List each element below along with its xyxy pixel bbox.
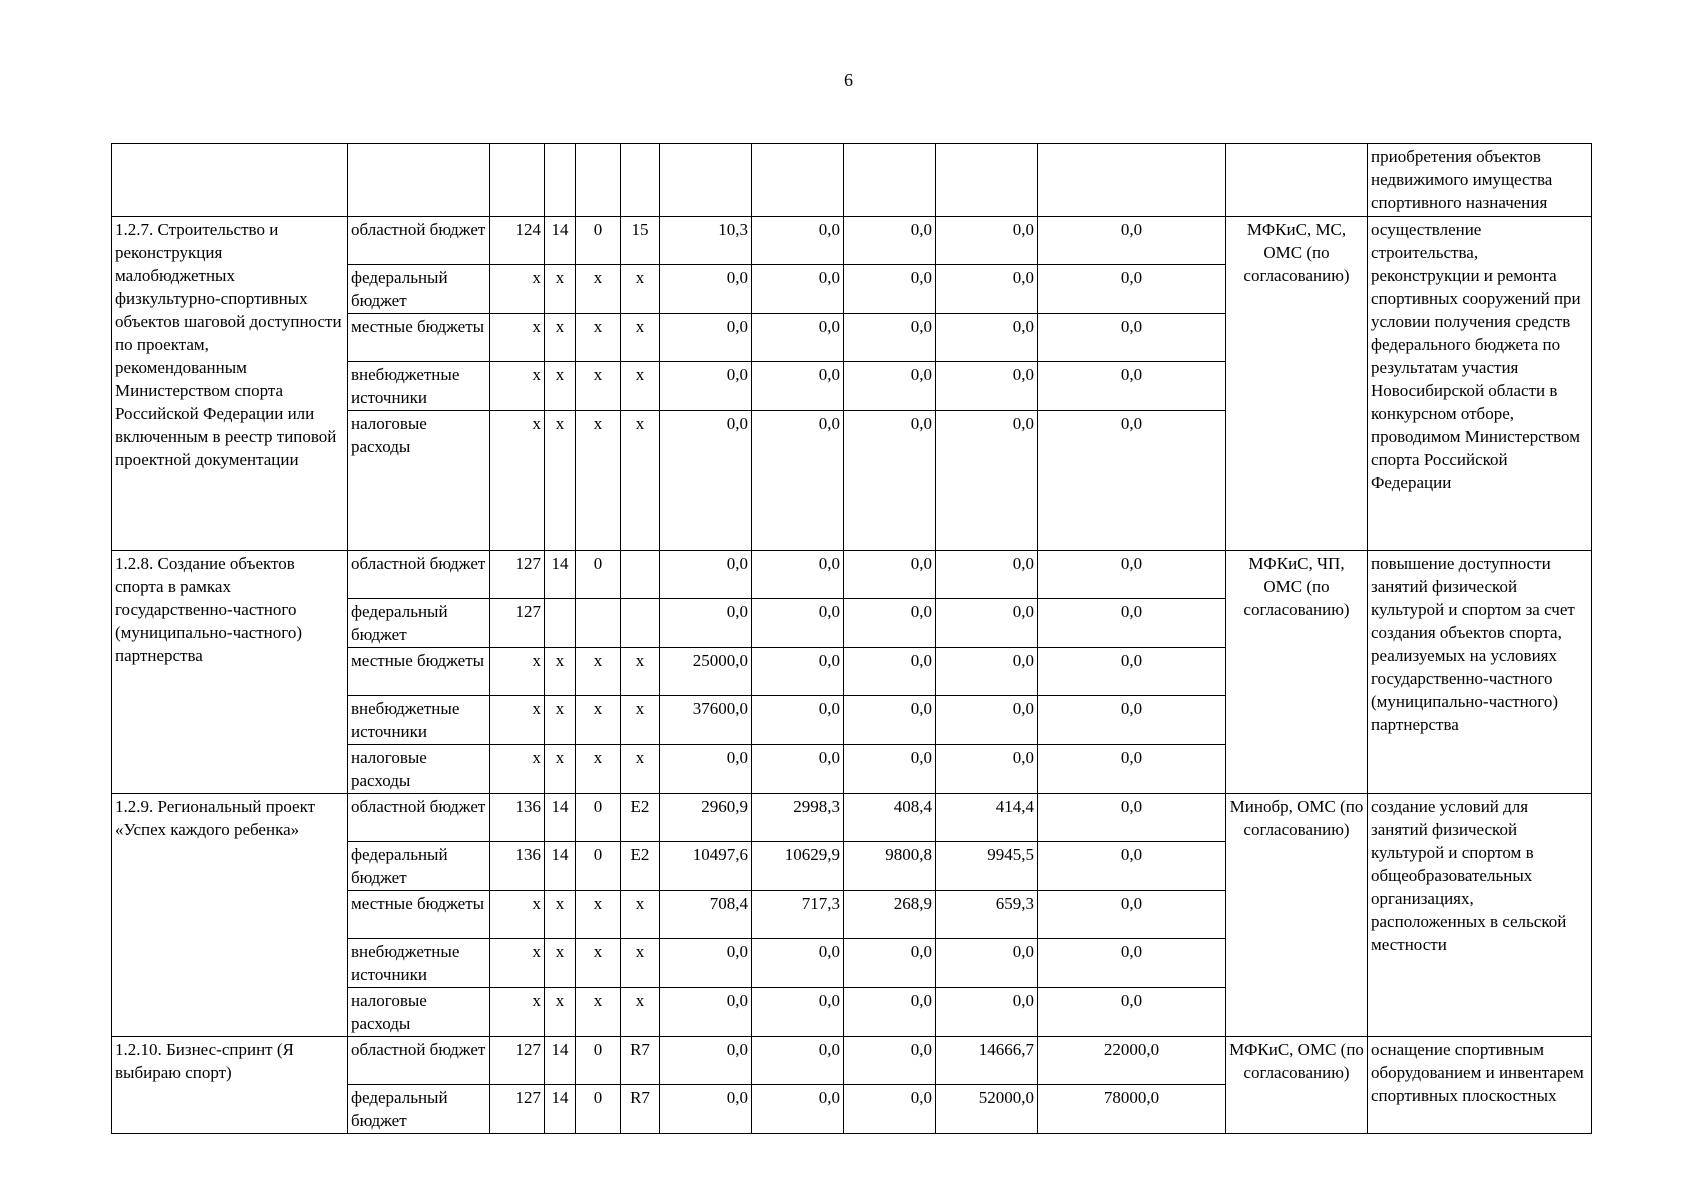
code-cell-c4: x: [621, 648, 660, 696]
value-cell-v1: 0,0: [660, 314, 752, 362]
value-cell-v5: 0,0: [1038, 988, 1226, 1037]
value-cell-v5: 78000,0: [1038, 1085, 1226, 1134]
value-cell-v5: 0,0: [1038, 794, 1226, 842]
value-cell-v1: 0,0: [660, 939, 752, 988]
code-cell-c3: x: [576, 362, 621, 411]
value-cell-v4: 414,4: [936, 794, 1038, 842]
code-cell-c2: x: [545, 939, 576, 988]
code-cell-c3: 0: [576, 1037, 621, 1085]
code-cell-c1: x: [490, 696, 545, 745]
code-cell-c4: E2: [621, 794, 660, 842]
funding-source: федеральный бюджет: [348, 599, 490, 648]
expected-result-cell: оснащение спортивным оборудованием и инвентарем спортивных плоскостных: [1368, 1037, 1592, 1134]
value-cell-v4: 0,0: [936, 599, 1038, 648]
value-cell-v3: 0,0: [844, 411, 936, 551]
value-cell-v5: 0,0: [1038, 648, 1226, 696]
value-cell-v3: 0,0: [844, 939, 936, 988]
code-cell-c2: x: [545, 696, 576, 745]
value-cell-v3: 9800,8: [844, 842, 936, 891]
code-cell-c1: 127: [490, 1085, 545, 1134]
funding-row: [112, 1037, 1592, 1085]
value-cell-v3: 268,9: [844, 891, 936, 939]
value-cell-v4: 0,0: [936, 551, 1038, 599]
value-cell-v3: 0,0: [844, 745, 936, 794]
value-cell-v5: 0,0: [1038, 696, 1226, 745]
value-cell-v3: 0,0: [844, 988, 936, 1037]
code-cell-c1: 136: [490, 842, 545, 891]
code-cell-c2: [545, 599, 576, 648]
value-cell-v4: 0,0: [936, 314, 1038, 362]
code-cell-c3: 0: [576, 217, 621, 265]
value-cell-v1: 0,0: [660, 599, 752, 648]
funding-source: федеральный бюджет: [348, 842, 490, 891]
executor-cell: МФКиС, ОМС (по согласованию): [1226, 1037, 1368, 1134]
code-cell-c4: x: [621, 362, 660, 411]
value-cell-v2: 0,0: [752, 1037, 844, 1085]
code-cell-c4: R7: [621, 1037, 660, 1085]
code-cell-c1: x: [490, 314, 545, 362]
funding-source: областной бюджет: [348, 217, 490, 265]
code-cell-c4: x: [621, 988, 660, 1037]
value-cell-v4: 0,0: [936, 265, 1038, 314]
funding-source: федеральный бюджет: [348, 1085, 490, 1134]
code-cell-c2: x: [545, 362, 576, 411]
value-cell-v1: 37600,0: [660, 696, 752, 745]
continued-result-cell: приобретения объектов недвижимого имущества спортивного назначения: [1368, 144, 1592, 217]
code-cell-c3: x: [576, 314, 621, 362]
code-cell-c1: x: [490, 648, 545, 696]
value-cell-v2: 0,0: [752, 696, 844, 745]
value-cell-v1: 25000,0: [660, 648, 752, 696]
funding-source: областной бюджет: [348, 551, 490, 599]
value-cell-v2: 2998,3: [752, 794, 844, 842]
code-cell-c2: x: [545, 265, 576, 314]
code-cell-c1: 127: [490, 551, 545, 599]
code-cell-c4: 15: [621, 217, 660, 265]
value-cell-v3: 0,0: [844, 648, 936, 696]
value-cell-v4: 9945,5: [936, 842, 1038, 891]
code-cell-c3: 0: [576, 794, 621, 842]
code-cell-c1: 136: [490, 794, 545, 842]
code-cell-c3: 0: [576, 551, 621, 599]
empty-cell: [660, 144, 752, 217]
code-cell-c3: x: [576, 648, 621, 696]
activity-name: 1.2.7. Строительство и реконструкция малобюджетных физкультурно-спортивных объектов шаговой доступности по проектам, рекомендованным Министерством спорта Российской Федерации или включенным в реестр типовой проектной документации: [112, 217, 348, 551]
value-cell-v2: 0,0: [752, 745, 844, 794]
code-cell-c4: R7: [621, 1085, 660, 1134]
value-cell-v2: 0,0: [752, 551, 844, 599]
empty-cell: [576, 144, 621, 217]
code-cell-c1: 127: [490, 599, 545, 648]
funding-source: местные бюджеты: [348, 891, 490, 939]
program-activities-table: [111, 143, 1592, 1134]
value-cell-v3: 408,4: [844, 794, 936, 842]
value-cell-v4: 659,3: [936, 891, 1038, 939]
executor-cell: МФКиС, МС, ОМС (по согласованию): [1226, 217, 1368, 551]
code-cell-c3: x: [576, 265, 621, 314]
code-cell-c1: x: [490, 362, 545, 411]
code-cell-c4: [621, 599, 660, 648]
activity-name: 1.2.8. Создание объектов спорта в рамках государственно-частного (муниципально-частного) партнерства: [112, 551, 348, 794]
code-cell-c3: x: [576, 745, 621, 794]
value-cell-v3: 0,0: [844, 1037, 936, 1085]
funding-row: [112, 794, 1592, 842]
value-cell-v2: 0,0: [752, 648, 844, 696]
value-cell-v5: 0,0: [1038, 891, 1226, 939]
value-cell-v5: 0,0: [1038, 314, 1226, 362]
empty-cell: [490, 144, 545, 217]
code-cell-c4: E2: [621, 842, 660, 891]
code-cell-c2: 14: [545, 1085, 576, 1134]
code-cell-c3: x: [576, 988, 621, 1037]
value-cell-v1: 0,0: [660, 362, 752, 411]
executor-cell: МФКиС, ЧП, ОМС (по согласованию): [1226, 551, 1368, 794]
value-cell-v4: 0,0: [936, 411, 1038, 551]
page-number: 6: [844, 70, 853, 90]
value-cell-v2: 0,0: [752, 411, 844, 551]
code-cell-c3: x: [576, 891, 621, 939]
value-cell-v2: 0,0: [752, 988, 844, 1037]
funding-source: налоговые расходы: [348, 411, 490, 551]
empty-cell: [752, 144, 844, 217]
value-cell-v4: 14666,7: [936, 1037, 1038, 1085]
code-cell-c4: x: [621, 939, 660, 988]
value-cell-v3: 0,0: [844, 551, 936, 599]
empty-cell: [621, 144, 660, 217]
funding-row: [112, 551, 1592, 599]
value-cell-v1: 0,0: [660, 265, 752, 314]
empty-cell: [545, 144, 576, 217]
value-cell-v1: 0,0: [660, 745, 752, 794]
empty-cell: [112, 144, 348, 217]
code-cell-c3: 0: [576, 1085, 621, 1134]
value-cell-v5: 0,0: [1038, 551, 1226, 599]
funding-row: [112, 217, 1592, 265]
value-cell-v5: 0,0: [1038, 939, 1226, 988]
value-cell-v4: 0,0: [936, 745, 1038, 794]
code-cell-c2: 14: [545, 794, 576, 842]
funding-source: областной бюджет: [348, 794, 490, 842]
funding-source: местные бюджеты: [348, 314, 490, 362]
code-cell-c1: x: [490, 745, 545, 794]
value-cell-v1: 0,0: [660, 1037, 752, 1085]
value-cell-v3: 0,0: [844, 696, 936, 745]
executor-cell: Минобр, ОМС (по согласованию): [1226, 794, 1368, 1037]
code-cell-c1: x: [490, 411, 545, 551]
value-cell-v3: 0,0: [844, 1085, 936, 1134]
code-cell-c2: x: [545, 891, 576, 939]
funding-source: внебюджетные источники: [348, 939, 490, 988]
code-cell-c2: 14: [545, 217, 576, 265]
value-cell-v2: 0,0: [752, 599, 844, 648]
code-cell-c2: 14: [545, 551, 576, 599]
value-cell-v4: 0,0: [936, 362, 1038, 411]
value-cell-v5: 0,0: [1038, 842, 1226, 891]
value-cell-v3: 0,0: [844, 265, 936, 314]
code-cell-c1: x: [490, 265, 545, 314]
value-cell-v5: 0,0: [1038, 265, 1226, 314]
code-cell-c1: 127: [490, 1037, 545, 1085]
value-cell-v4: 0,0: [936, 988, 1038, 1037]
value-cell-v4: 0,0: [936, 648, 1038, 696]
value-cell-v1: 0,0: [660, 1085, 752, 1134]
funding-source: внебюджетные источники: [348, 362, 490, 411]
code-cell-c4: x: [621, 411, 660, 551]
code-cell-c3: 0: [576, 842, 621, 891]
value-cell-v4: 0,0: [936, 939, 1038, 988]
value-cell-v1: 708,4: [660, 891, 752, 939]
value-cell-v1: 10497,6: [660, 842, 752, 891]
expected-result-cell: создание условий для занятий физической культурой и спортом в общеобразовательных организациях, расположенных в сельской местности: [1368, 794, 1592, 1037]
value-cell-v1: 10,3: [660, 217, 752, 265]
value-cell-v2: 0,0: [752, 939, 844, 988]
code-cell-c3: [576, 599, 621, 648]
funding-source: областной бюджет: [348, 1037, 490, 1085]
value-cell-v4: 52000,0: [936, 1085, 1038, 1134]
value-cell-v5: 0,0: [1038, 362, 1226, 411]
code-cell-c1: x: [490, 891, 545, 939]
value-cell-v5: 0,0: [1038, 745, 1226, 794]
funding-source: местные бюджеты: [348, 648, 490, 696]
value-cell-v2: 10629,9: [752, 842, 844, 891]
value-cell-v5: 0,0: [1038, 599, 1226, 648]
value-cell-v2: 717,3: [752, 891, 844, 939]
code-cell-c4: x: [621, 265, 660, 314]
code-cell-c4: x: [621, 745, 660, 794]
code-cell-c2: x: [545, 988, 576, 1037]
value-cell-v5: 0,0: [1038, 411, 1226, 551]
code-cell-c2: x: [545, 411, 576, 551]
empty-cell: [348, 144, 490, 217]
value-cell-v1: 0,0: [660, 411, 752, 551]
value-cell-v4: 0,0: [936, 696, 1038, 745]
funding-source: налоговые расходы: [348, 988, 490, 1037]
value-cell-v2: 0,0: [752, 265, 844, 314]
value-cell-v3: 0,0: [844, 599, 936, 648]
expected-result-cell: повышение доступности занятий физической культурой и спортом за счет создания объектов спорта, реализуемых на условиях государственно-частного (муниципально-частного) партнерства: [1368, 551, 1592, 794]
code-cell-c2: x: [545, 745, 576, 794]
code-cell-c1: x: [490, 939, 545, 988]
funding-source: внебюджетные источники: [348, 696, 490, 745]
funding-source: налоговые расходы: [348, 745, 490, 794]
value-cell-v1: 0,0: [660, 988, 752, 1037]
empty-cell: [844, 144, 936, 217]
value-cell-v3: 0,0: [844, 217, 936, 265]
code-cell-c4: x: [621, 314, 660, 362]
code-cell-c1: 124: [490, 217, 545, 265]
value-cell-v2: 0,0: [752, 1085, 844, 1134]
funding-source: федеральный бюджет: [348, 265, 490, 314]
empty-cell: [1038, 144, 1226, 217]
empty-cell: [936, 144, 1038, 217]
continuation-row: [112, 144, 1592, 217]
code-cell-c3: x: [576, 696, 621, 745]
value-cell-v3: 0,0: [844, 314, 936, 362]
empty-cell: [1226, 144, 1368, 217]
value-cell-v2: 0,0: [752, 314, 844, 362]
value-cell-v2: 0,0: [752, 217, 844, 265]
value-cell-v5: 22000,0: [1038, 1037, 1226, 1085]
code-cell-c4: [621, 551, 660, 599]
value-cell-v1: 0,0: [660, 551, 752, 599]
activity-name: 1.2.10. Бизнес-спринт (Я выбираю спорт): [112, 1037, 348, 1134]
value-cell-v3: 0,0: [844, 362, 936, 411]
code-cell-c2: x: [545, 314, 576, 362]
activity-name: 1.2.9. Региональный проект «Успех каждого ребенка»: [112, 794, 348, 1037]
value-cell-v2: 0,0: [752, 362, 844, 411]
code-cell-c3: x: [576, 411, 621, 551]
value-cell-v1: 2960,9: [660, 794, 752, 842]
value-cell-v4: 0,0: [936, 217, 1038, 265]
value-cell-v5: 0,0: [1038, 217, 1226, 265]
code-cell-c3: x: [576, 939, 621, 988]
code-cell-c4: x: [621, 696, 660, 745]
code-cell-c2: 14: [545, 842, 576, 891]
code-cell-c2: x: [545, 648, 576, 696]
code-cell-c4: x: [621, 891, 660, 939]
code-cell-c2: 14: [545, 1037, 576, 1085]
code-cell-c1: x: [490, 988, 545, 1037]
expected-result-cell: осуществление строительства, реконструкции и ремонта спортивных сооружений при условии получения средств федерального бюджета по результатам участия Новосибирской области в конкурсном отборе, проводимом Министерством спорта Российской Федерации: [1368, 217, 1592, 551]
